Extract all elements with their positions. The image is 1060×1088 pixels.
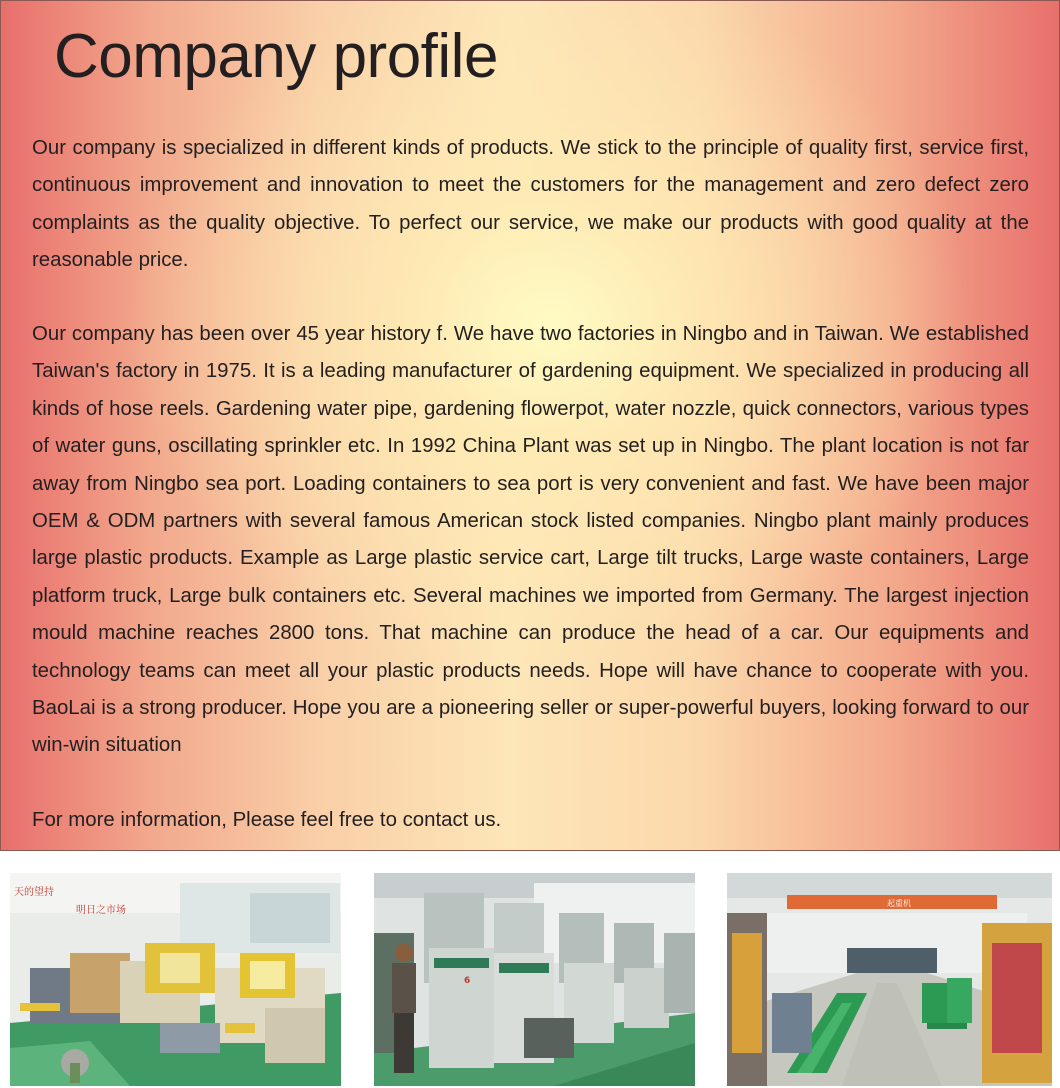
contact-paragraph: For more information, Please feel free to contact us. [32,809,502,831]
factory-photo-machines [10,873,341,1086]
machine-number-label: 6 [464,976,471,986]
page-title: Company profile [54,22,498,91]
intro-paragraph: Our company is specialized in different kinds of products. We stick to the principle of quality first, service first, continuous improvement and innovation to meet the customers for the management and zero defect zero complaints as the quality objective. To perfect our service, we make our products with good quality at the reasonable price. [32,137,1029,272]
crane-sign: 起重机 [887,899,911,908]
history-paragraph: Our company has been over 45 year history f. We have two factories in Ningbo and in Taiwan. We established Taiwan's factory in 1975. It is a leading manufacturer of gardening equipment. We specialized in producing all kinds of hose reels. Gardening water pipe, gardening flowerpot, water nozzle, quick connectors, various types of water guns, oscillating sprinkler etc. In 1992 China Plant was set up in Ningbo. The plant location is not far away from Ningbo sea port. Loading containers to sea port is very convenient and fast. We have been major OEM & ODM partners with several famous American stock listed companies. Ningbo plant mainly produces large plastic products. Example as Large plastic service cart, Large tilt trucks, Large waste containers, Large platform truck, Large bulk containers etc. Several machines we imported from Germany. The largest injection mould machine reaches 2800 tons. That machine can produce the head of a car. Our equipments and technology teams can meet all your plastic products needs. Hope will have chance to cooperate with you. BaoLai is a strong producer. Hope you are a pioneering seller or super-powerful buyers, looking forward to our win-win situation [32,323,1029,757]
wall-slogan-2: 明日之市场 [76,905,126,916]
factory-photo-warehouse [727,873,1052,1086]
wall-slogan-1: 天的望持 [14,887,54,898]
factory-photo-injection-line [374,873,695,1086]
